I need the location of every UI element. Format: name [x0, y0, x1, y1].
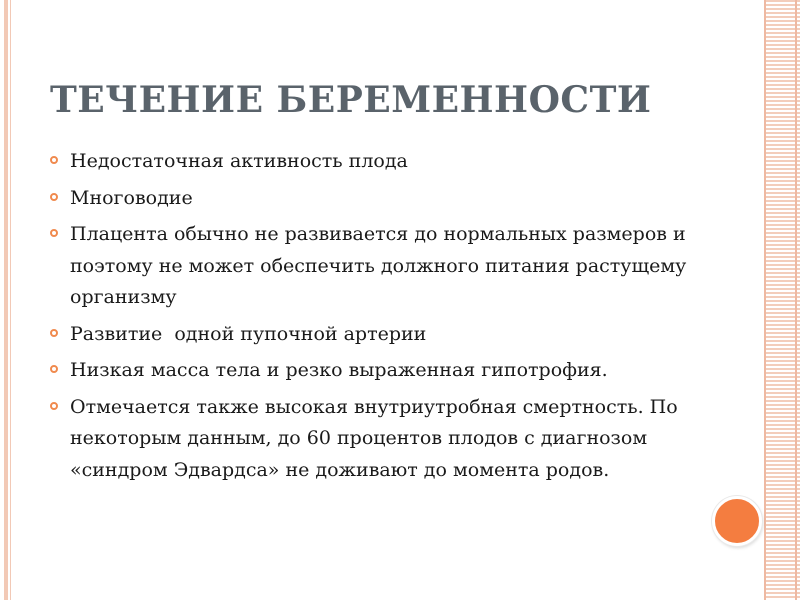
- bullet-item: [50, 183, 710, 215]
- right-border-line-outer: [795, 0, 797, 600]
- bullet-item: [50, 355, 710, 387]
- bullet-marker-icon: [50, 329, 58, 337]
- bullet-text: Низкая масса тела и резко выраженная гипотрофия.: [70, 359, 608, 381]
- bullet-marker-icon: [50, 156, 58, 164]
- bullet-marker-icon: [50, 402, 58, 410]
- left-border-line: [4, 0, 8, 600]
- bullet-item: [50, 392, 710, 487]
- bullet-text: Отмечается также высокая внутриутробная смертность. По некоторым данным, до 60 процентов плодов с диагнозом «синдром Эдвардса» не доживают до момента родов.: [70, 395, 678, 481]
- bullet-list: [50, 146, 710, 491]
- bullet-text: Развитие одной пупочной артерии: [70, 322, 427, 345]
- orange-circle-decoration: [712, 496, 762, 546]
- bullet-text: Плацента обычно не развивается до нормальных размеров и поэтому не может обеспечить должного питания растущему организму: [70, 223, 687, 308]
- left-border-thin-line: [10, 0, 11, 600]
- bullet-text: Многоводие: [70, 186, 193, 209]
- bullet-item: [50, 219, 710, 314]
- bullet-marker-icon: [50, 229, 58, 237]
- bullet-item: [50, 146, 710, 178]
- bullet-marker-icon: [50, 193, 58, 201]
- bullet-text: Недостаточная активность плода: [70, 150, 408, 172]
- right-border-line-inner: [764, 0, 766, 600]
- slide-title: ТЕЧЕНИЕ БЕРЕМЕННОСТИ: [50, 79, 652, 121]
- bullet-marker-icon: [50, 365, 58, 373]
- bullet-item: [50, 319, 710, 351]
